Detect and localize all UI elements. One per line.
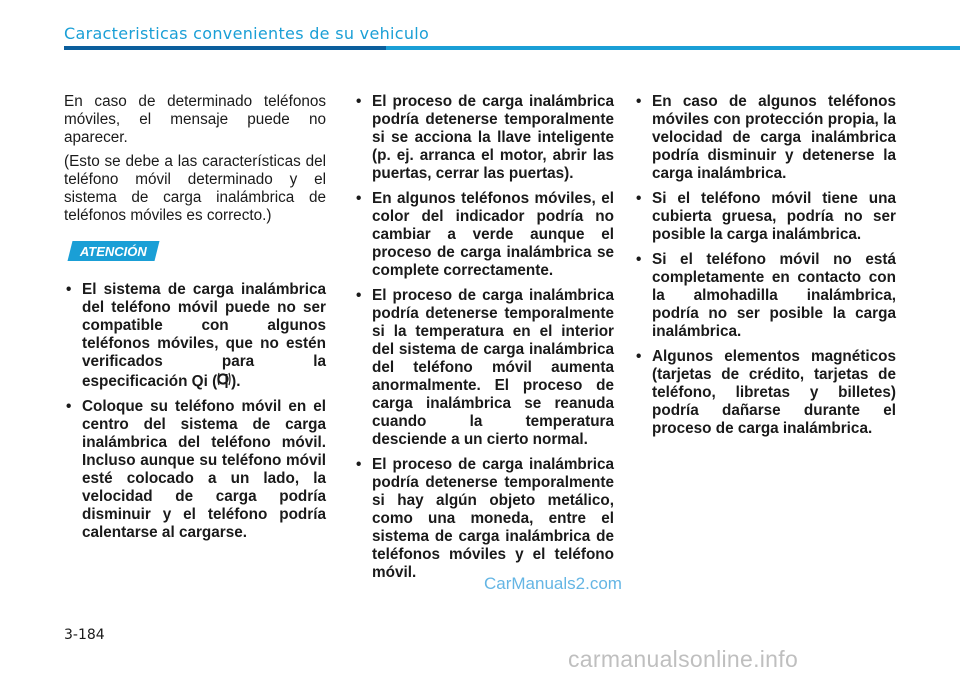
title-rule xyxy=(64,46,960,50)
list-item: • Si el teléfono móvil tiene una cubierta gruesa, podría no ser posible la carga inalámbrica. xyxy=(634,190,896,244)
column-3 xyxy=(634,93,896,445)
list-item: • El proceso de carga inalámbrica podría detenerse temporalmente si se acciona la llave inteligente (p. ej. arranca el motor, abrir las puertas, cerrar las puertas). xyxy=(354,93,614,183)
list-item: • En caso de algunos teléfonos móviles con protección propia, la velocidad de carga inalámbrica podría disminuir y detenerse la carga inalámbrica. xyxy=(634,93,896,183)
list-item-text-end: ). xyxy=(231,373,241,390)
attention-badge-label: ATENCIÓN xyxy=(79,244,147,259)
column-2 xyxy=(354,93,614,589)
bullet-list xyxy=(64,281,326,542)
list-item: • El proceso de carga inalámbrica podría detenerse temporalmente si hay algún objeto metálico, como una moneda, entre el sistema de carga inalámbrica de teléfonos móviles y el teléfono móvil. xyxy=(354,456,614,582)
list-item-text: El sistema de carga inalámbrica del teléfono móvil puede no ser compatible con algunos teléfonos móviles, que no estén verificados para la especificación Qi ( xyxy=(82,281,326,390)
list-item: • El proceso de carga inalámbrica podría detenerse temporalmente si la temperatura en el interior del sistema de carga inalámbrica del teléfono móvil aumenta anormalmente. El proceso de carga inalámbrica se reanuda cuando la temperatura desciende a un cierto normal. xyxy=(354,287,614,449)
paragraph: En caso de determinado teléfonos móviles, el mensaje puede no aparecer. xyxy=(64,93,326,146)
bullet-list xyxy=(354,93,614,582)
list-item: • Coloque su teléfono móvil en el centro del sistema de carga inalámbrica del teléfono móvil. Incluso aunque su teléfono móvil esté colocado a un lado, la velocidad de carga podría disminuir y el teléfono podría calentarse al cargarse. xyxy=(64,398,326,542)
watermark-text: carmanualsonline.info xyxy=(568,646,799,672)
list-item: • En algunos teléfonos móviles, el color del indicador podría no cambiar a verde aunque el proceso de carga inalámbrica se complete correctamente. xyxy=(354,190,614,280)
section-title: Caracteristicas convenientes de su vehiculo xyxy=(64,24,430,43)
list-item xyxy=(64,281,326,391)
title-rule-accent xyxy=(64,46,386,50)
page-number: 3-184 xyxy=(64,627,105,643)
watermark-link[interactable]: CarManuals2.com xyxy=(484,574,622,593)
list-item: • Si el teléfono móvil no está completamente en contacto con la almohadilla inalámbrica, podría no ser posible la carga inalámbrica. xyxy=(634,251,896,341)
qi-wireless-icon xyxy=(217,371,231,389)
list-item: • Algunos elementos magnéticos (tarjetas de crédito, tarjetas de teléfono, libretas y billetes) podría dañarse durante el proceso de carga inalámbrica. xyxy=(634,348,896,438)
paragraph: (Esto se debe a las características del teléfono móvil determinado y el sistema de carga inalámbrica de teléfonos móviles es correcto.) xyxy=(64,153,326,224)
attention-badge xyxy=(68,241,160,261)
column-1 xyxy=(64,93,326,549)
bullet-list xyxy=(634,93,896,438)
